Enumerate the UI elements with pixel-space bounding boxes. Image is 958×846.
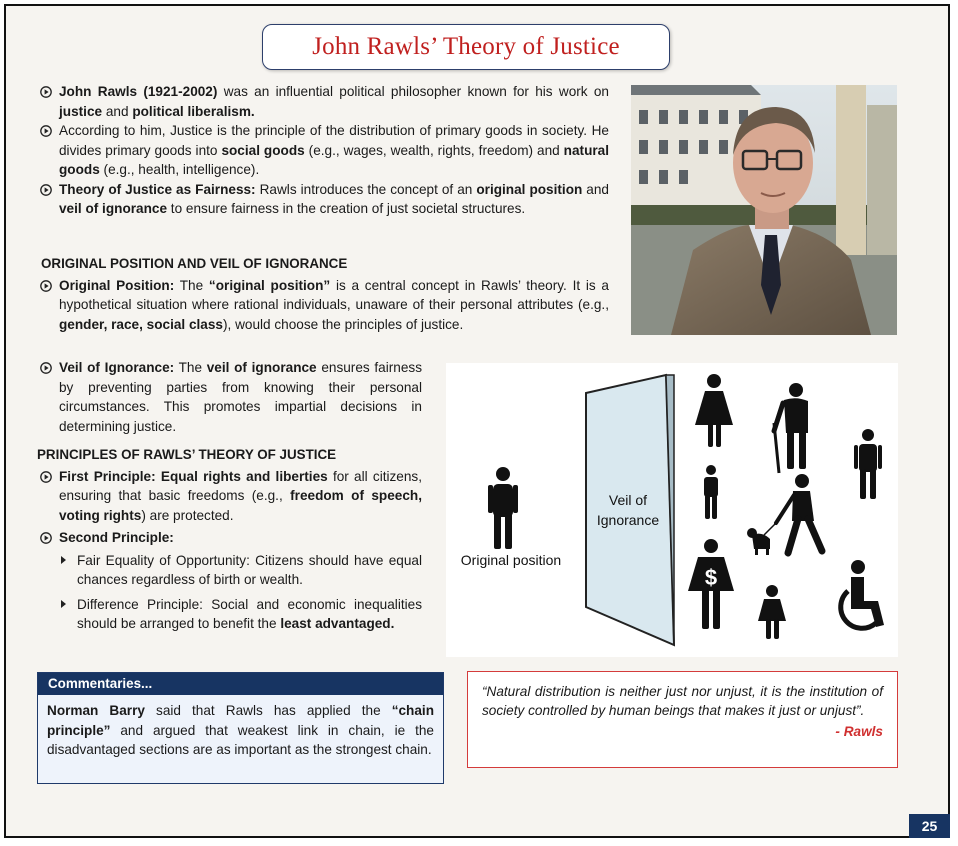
intro-bullet-3: Theory of Justice as Fairness: Rawls introduces the concept of an original position and veil of ignorance to ensure fairness in the creation of just societal structures. — [37, 180, 609, 219]
rawls-quote-box — [467, 671, 898, 768]
triangle-bullet-icon — [61, 600, 66, 608]
play-bullet-icon — [40, 86, 52, 98]
john-rawls-photo — [631, 85, 897, 335]
quote-author: - Rawls — [835, 724, 883, 739]
play-bullet-icon — [40, 125, 52, 137]
play-bullet-icon — [40, 471, 52, 483]
play-bullet-icon — [40, 280, 52, 292]
veil-panel — [586, 375, 674, 645]
intro-bullet-1: John Rawls (1921-2002) was an influential political philosopher known for his work on justice and political liberalism. — [37, 82, 609, 121]
section-heading-principles: PRINCIPLES OF RAWLS’ THEORY OF JUSTICE — [37, 447, 337, 462]
section-original-position — [37, 254, 609, 334]
veil-label-line1: Veil of — [608, 492, 648, 508]
veil-block — [37, 358, 422, 436]
title-box — [262, 24, 670, 70]
original-position-label: Original position — [460, 552, 562, 568]
triangle-bullet-icon — [61, 556, 66, 564]
intro-bullet-2: According to him, Justice is the principle of the distribution of primary goods in society. He divides primary goods into social goods (e.g., wages, wealth, rights, freedom) and natural goods (e.g., health, intelligence). — [37, 121, 609, 180]
commentaries-box — [37, 672, 444, 784]
commentaries-text: Norman Barry said that Rawls has applied the “chain principle” and argued that weakest link in chain, ie the disadvantaged sections are as important as the strongest chain. — [47, 703, 435, 757]
original-position-bullet: Original Position: The “original position” is a central concept in Rawls’ theory. It is a hypothetical situation where rational individuals, unaware of their personal attributes (e.g., gender, race, social class), would choose the principles of justice. — [37, 276, 609, 335]
play-bullet-icon — [40, 362, 52, 374]
woman-icon — [695, 374, 733, 447]
wheelchair-user-icon — [841, 560, 884, 628]
dollar-sign: $ — [704, 565, 718, 590]
play-bullet-icon — [40, 532, 52, 544]
commentaries-heading: Commentaries... — [38, 673, 443, 695]
first-principle-bullet: First Principle: Equal rights and liberties for all citizens, ensuring that basic freedoms (e.g., freedom of speech, voting rights) are protected. — [37, 467, 422, 526]
veil-of-ignorance-bullet: Veil of Ignorance: The veil of ignorance ensures fairness by preventing parties from knowing their personal circumstances. This promotes impartial decisions in determining justice. — [37, 358, 422, 436]
page-number: 25 — [909, 814, 950, 838]
person-walking-dog-icon — [747, 474, 822, 555]
fair-equality-sub-bullet: Fair Equality of Opportunity: Citizens should have equal chances regardless of birth or wealth. — [37, 551, 422, 590]
child-icon — [704, 465, 718, 519]
girl-icon — [758, 585, 786, 639]
quote-text: “Natural distribution is neither just nor unjust, it is the institution of society controlled by human beings that makes it just or unjust”. — [482, 684, 883, 718]
section-principles — [37, 445, 422, 634]
man-icon — [854, 429, 882, 499]
original-person-icon — [488, 467, 518, 549]
page-title: John Rawls’ Theory of Justice — [312, 33, 620, 60]
section-heading-original: ORIGINAL POSITION AND VEIL OF IGNORANCE — [41, 256, 348, 271]
play-bullet-icon — [40, 184, 52, 196]
difference-principle-sub-bullet: Difference Principle: Social and economic inequalities should be arranged to benefit the least advantaged. — [37, 595, 422, 634]
intro-block — [37, 82, 609, 219]
veil-label-line2: Ignorance — [596, 512, 660, 528]
second-principle-bullet: Second Principle: — [37, 528, 422, 548]
elderly-person-with-cane-icon — [774, 383, 808, 473]
veil-of-ignorance-diagram — [446, 363, 898, 657]
